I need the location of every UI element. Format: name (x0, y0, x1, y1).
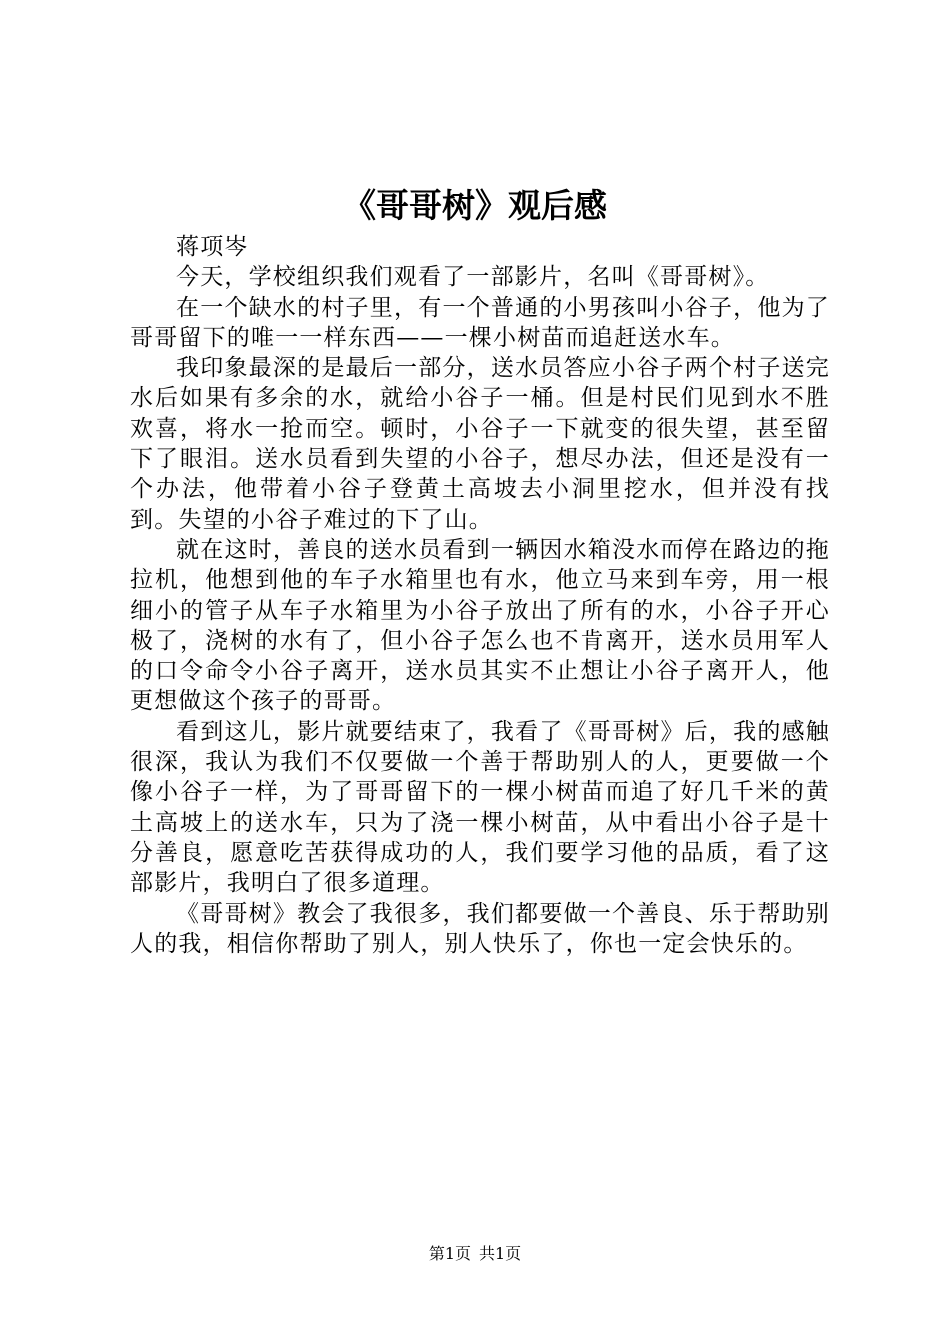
paragraph: 今天，学校组织我们观看了一部影片，名叫《哥哥树》。 (176, 264, 770, 291)
paragraph: 《哥哥树》教会了我很多，我们都要做一个善良、乐于帮助别人的我，相信你帮助了别人，别人快乐了，你也一定会快乐的。 (130, 900, 830, 957)
paragraph: 看到这儿，影片就要结束了，我看了《哥哥树》后，我的感触很深，我认为我们不仅要做一个善于帮助别人的人，更要做一个像小谷子一样，为了哥哥留下的一棵小树苗而追了好几千米的黄土高坡上的送水车，只为了浇一棵小树苗，从中看出小谷子是十分善良，愿意吃苦获得成功的人，我们要学习他的品质，看了这部影片，我明白了很多道理。 (130, 718, 830, 897)
paragraph: 在一个缺水的村子里，有一个普通的小男孩叫小谷子，他为了哥哥留下的唯一一样东西——一棵小树苗而追赶送水车。 (130, 294, 830, 351)
page-total: 共1页 (479, 1244, 522, 1263)
author-line: 蒋项岑 (176, 234, 249, 260)
page-title: 《哥哥树》观后感 (343, 186, 607, 225)
paragraph: 就在这时，善良的送水员看到一辆因水箱没水而停在路边的拖拉机，他想到他的车子水箱里也有水，他立马来到车旁，用一根细小的管子从车子水箱里为小谷子放出了所有的水，小谷子开心极了，浇树的水有了，但小谷子怎么也不肯离开，送水员用军人的口令命令小谷子离开，送水员其实不止想让小谷子离开人，他更想做这个孩子的哥哥。 (130, 536, 830, 715)
page-footer (0, 1244, 950, 1264)
page-number: 第1页 (428, 1244, 471, 1263)
document-body (130, 232, 830, 959)
paragraph: 我印象最深的是最后一部分，送水员答应小谷子两个村子送完水后如果有多余的水，就给小谷子一桶。但是村民们见到水不胜欢喜，将水一抢而空。顿时，小谷子一下就变的很失望，甚至留下了眼泪。送水员看到失望的小谷子，想尽办法，但还是没有一个办法，他带着小谷子登黄土高坡去小洞里挖水，但并没有找到。失望的小谷子难过的下了山。 (130, 355, 830, 533)
